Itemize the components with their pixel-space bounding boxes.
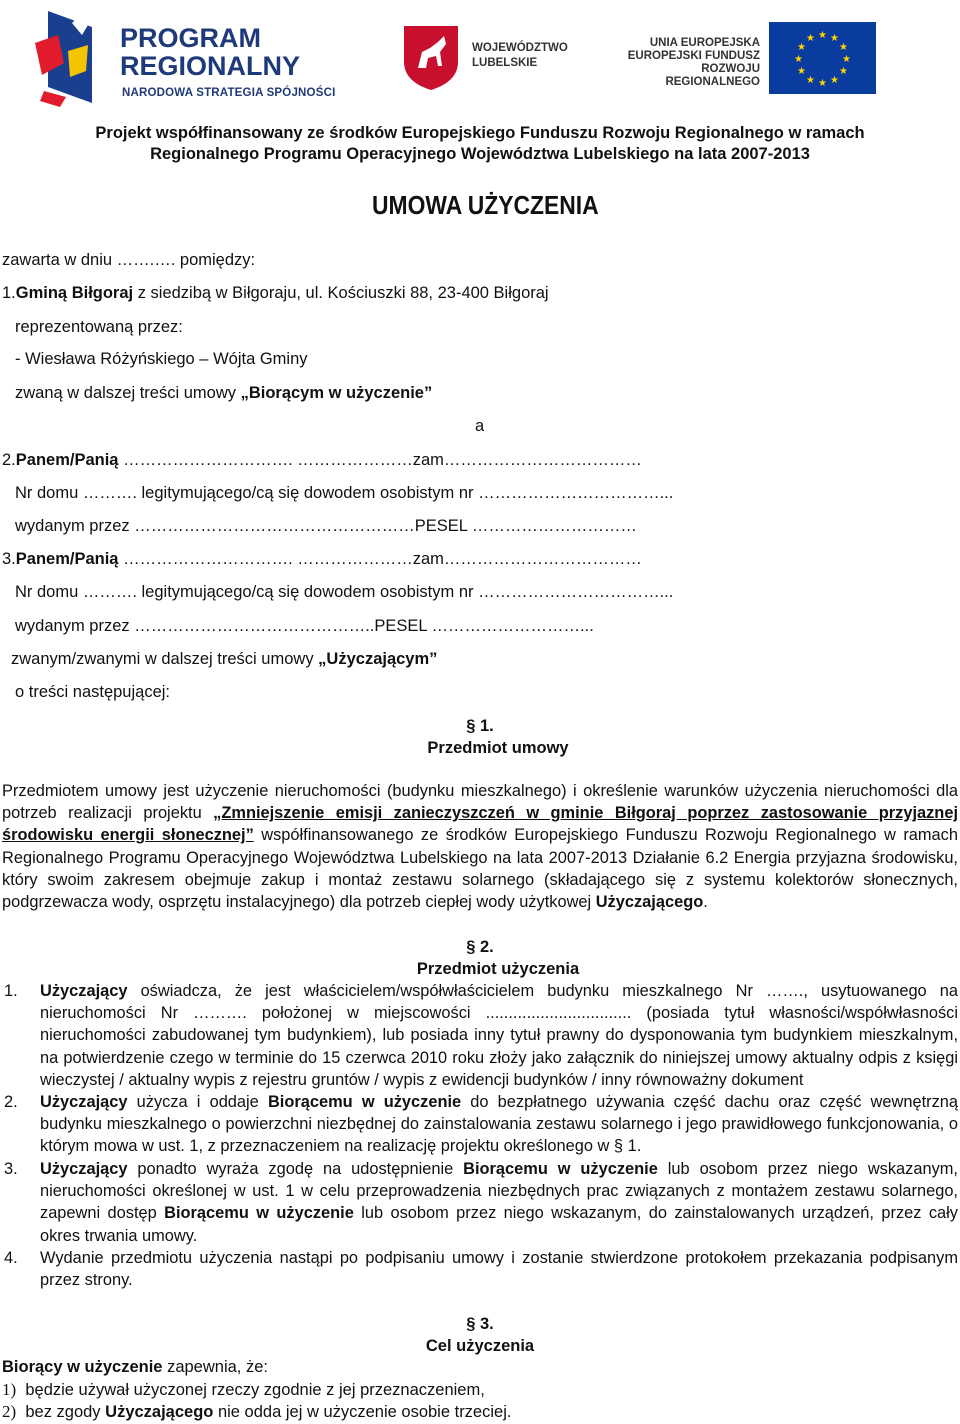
- section-1-paragraph: Przedmiotem umowy jest użyczenie nieruchomości (budynku mieszkalnego) i określenie warunków użyczenia nieruchomości dla potrzeb realizacji projektu „Zmniejszenie emisji zanieczyszczeń w gminie Biłgoraj poprzez zastosowanie przyjaznej środowisku energii słonecznej” współfinansowanego ze środków Europejskiego Funduszu Rozwoju Regionalnego w ramach Regionalnego Programu Operacyjnego Województwa Lubelskiego na lata 2007-2013 Działanie 6.2 Energia przyjazna środowisku, który swoim zakresem obejmuje zakup i montaż zestawu solarnego (składającego się z systemu kolektorów słonecznych, podgrzewacza wody, osprzętu instalacyjnego) dla potrzeb ciepłej wody użytkowej Użyczającego.: [2, 782, 958, 912]
- svg-text:★: ★: [806, 33, 815, 44]
- program-regionalny-logo: [30, 5, 360, 110]
- svg-text:★: ★: [842, 54, 851, 65]
- eu-logo: [612, 22, 877, 94]
- represented-by: reprezentowaną przez:: [15, 318, 183, 336]
- wojewodztwo-label: WOJEWÓDZTWO: [472, 42, 568, 54]
- s2-item-3-number: 3.: [4, 1160, 18, 1178]
- section-3-intro: Biorący w użyczenie zapewnia, że:: [2, 1358, 268, 1376]
- cofund-line-1: Projekt współfinansowany ze środków Europejskiego Funduszu Rozwoju Regionalnego w ramach: [95, 124, 865, 142]
- party-3-name-line: 3.Panem/Panią …………………………. …………………zam………………………………: [2, 550, 642, 568]
- wojewodztwo-logo: [400, 22, 570, 92]
- party-1-role: zwaną w dalszej treści umowy „Biorącym w użyczenie”: [15, 384, 433, 402]
- party-3-id-line: Nr domu ………. legitymującego/cą się dowodem osobistym nr ……………………………...: [15, 583, 674, 601]
- svg-text:★: ★: [818, 78, 827, 89]
- coat-of-arms-icon: [400, 22, 462, 92]
- party-2-id-line: Nr domu ………. legitymującego/cą się dowodem osobistym nr ……………………………...: [15, 484, 674, 502]
- s2-item-4-number: 4.: [4, 1249, 18, 1267]
- party-2-name-line: 2.Panem/Panią …………………………. …………………zam………………………………: [2, 451, 642, 469]
- party-3-pesel-line: wydanym przez ……………………………………..PESEL ………………………...: [15, 617, 594, 635]
- s2-item-1-text: Użyczający oświadcza, że jest właścicielem/współwłaścicielem budynku mieszkalnego Nr ……., usytuowanego na nieruchomości Nr ………. położonej w miejscowości ................................ (posiada tytuł własności/współwłasności nieruchomości zabudowanej tym budynkiem), lub posiada inny tytuł prawny do dysponowania tym budynkiem mieszkalnym, na potwierdzenie czego w terminie do 15 czerwca 2010 roku złoży jako załącznik do niniejszej umowy aktualny odpis z księgi wieczystej / aktualny wypis z rejestru gruntów / wypis z ewidencji budynków / inny równoważny dokument: [40, 982, 958, 1089]
- svg-text:★: ★: [797, 42, 806, 53]
- s3-item-2: 2) bez zgody Użyczającego nie odda jej w użyczenie osobie trzeciej.: [2, 1402, 512, 1421]
- section-2-number: § 2.: [466, 938, 494, 956]
- section-2-heading: Przedmiot użyczenia: [416, 960, 580, 978]
- section-3-heading: Cel użyczenia: [425, 1337, 535, 1355]
- program-title-2: REGIONALNY: [120, 51, 301, 81]
- svg-text:★: ★: [839, 66, 848, 77]
- svg-text:★: ★: [794, 54, 803, 65]
- svg-text:★: ★: [797, 66, 806, 77]
- s3-item-1: 1) będzie używał użyczonej rzeczy zgodnie z jej przeznaczeniem,: [2, 1380, 485, 1399]
- lubelskie-label: LUBELSKIE: [472, 57, 538, 69]
- s2-item-2-text: Użyczający użycza i oddaje Biorącemu w użyczenie do bezpłatnego używania część dachu oraz część wewnętrzną budynku mieszkalnego o powierzchni niezbędnej do zainstalowania zestawu solarnego i jego prawidłowego funkcjonowania, o którym mowa w ust. 1, z przeznaczeniem na realizację projektu określonego w § 1.: [40, 1093, 959, 1156]
- s2-item-3-text: Użyczający ponadto wyraża zgodę na udostępnienie Biorącemu w użyczenie lub osobom przez niego wskazanym, nieruchomości określonej w ust. 1 w celu przeprowadzenia niezbędnych prac związanych z montażem zestawu solarnego, zapewni dostęp Biorącemu w użyczenie lub osobom przez niego wskazanym, do zainstalowanych urządzeń, przez cały okres trwania umowy.: [40, 1160, 958, 1245]
- svg-text:★: ★: [818, 30, 827, 41]
- content-intro: o treści następującej:: [15, 683, 171, 701]
- s2-item-1-number: 1.: [4, 982, 18, 1000]
- section-3-number: § 3.: [466, 1315, 494, 1333]
- ue-line-3: ROZWOJU REGIONALNEGO: [665, 63, 760, 88]
- party-2-role: zwanym/zwanymi w dalszej treści umowy „Użyczającym”: [11, 650, 438, 668]
- svg-text:★: ★: [839, 42, 848, 53]
- cofund-line-2: Regionalnego Programu Operacyjnego Województwa Lubelskiego na lata 2007-2013: [150, 145, 810, 163]
- s3-item-2-number: 2): [2, 1402, 17, 1421]
- ue-line-2: EUROPEJSKI FUNDUSZ: [627, 50, 760, 62]
- s3-item-1-number: 1): [2, 1380, 17, 1399]
- conjunction-a: a: [475, 417, 485, 435]
- contract-date-line: zawarta w dniu …….…. pomiędzy:: [2, 251, 256, 269]
- party-1-line: 1.Gminą Biłgoraj z siedzibą w Biłgoraju, ul. Kościuszki 88, 23-400 Biłgoraj: [2, 284, 549, 302]
- program-title: PROGRAM: [120, 23, 261, 53]
- section-1-heading: Przedmiot umowy: [427, 739, 569, 757]
- svg-text:★: ★: [830, 33, 839, 44]
- document-title: UMOWA UŻYCZENIA: [372, 190, 599, 220]
- party-2-pesel-line: wydanym przez ……………………………………………PESEL …………………………: [15, 517, 637, 535]
- svg-text:★: ★: [806, 75, 815, 86]
- eu-flag-icon: [769, 22, 876, 94]
- representative: - Wiesława Różyńskiego – Wójta Gminy: [15, 350, 308, 368]
- ue-line-1: UNIA EUROPEJSKA: [649, 37, 760, 49]
- program-subtitle: NARODOWA STRATEGIA SPÓJNOŚCI: [122, 87, 336, 99]
- section-1-number: § 1.: [466, 717, 494, 735]
- s2-item-2-number: 2.: [4, 1093, 18, 1111]
- s2-item-4-text: Wydanie przedmiotu użyczenia nastąpi po podpisaniu umowy i zostanie stwierdzone protokołem przekazania podpisanym przez strony.: [40, 1249, 958, 1290]
- svg-text:★: ★: [830, 75, 839, 86]
